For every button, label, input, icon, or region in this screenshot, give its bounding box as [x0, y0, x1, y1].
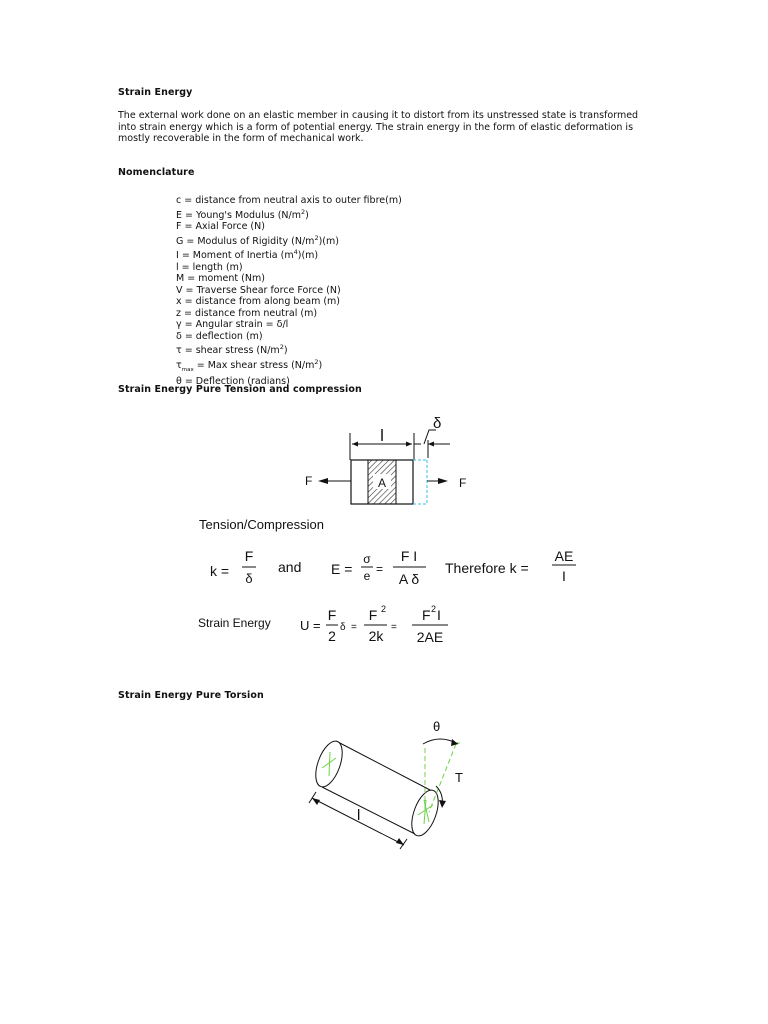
nomenclature-tail: ) [318, 359, 323, 371]
section-title-tension: Strain Energy Pure Tension and compression [118, 384, 362, 395]
energy-delta: δ [340, 622, 346, 633]
length-label: l [380, 426, 384, 445]
energy-F: F [327, 607, 337, 623]
nomenclature-item [176, 319, 402, 331]
nomenclature-text: τ [176, 359, 182, 371]
nomenclature-item [176, 296, 402, 308]
energy-U: U = [300, 618, 321, 633]
force-right-label: F [459, 476, 467, 490]
nomenclature-mid: = Max shear stress (N/m [193, 359, 315, 371]
energy-F2: F [368, 607, 378, 623]
nomenclature-item [176, 262, 402, 274]
area-label: A [377, 476, 387, 490]
eq-numerator-F: F [244, 548, 254, 564]
eq-Adelta: A δ [398, 571, 420, 587]
eq-I: I [562, 568, 566, 584]
tension-diagram [0, 400, 768, 660]
nomenclature-text: δ = deflection (m) [176, 330, 263, 342]
torque-label: T [455, 770, 463, 785]
nomenclature-text: τ = shear stress (N/m [176, 345, 280, 356]
eq-and: and [278, 559, 302, 575]
E-lhs: E = [331, 561, 353, 577]
section-title-strain-energy: Strain Energy [118, 87, 193, 98]
nomenclature-sub: max [181, 366, 194, 373]
nomenclature-text: x = distance from along beam (m) [176, 296, 341, 307]
nomenclature-item [176, 273, 402, 285]
eq-FI: F I [400, 548, 418, 564]
nomenclature-item [176, 331, 402, 343]
nomenclature-text: l = length (m) [176, 261, 243, 273]
eq-denominator-delta: δ [245, 571, 253, 586]
section-title-nomenclature: Nomenclature [118, 167, 195, 178]
nomenclature-item [176, 221, 402, 233]
section-title-torsion: Strain Energy Pure Torsion [118, 690, 264, 701]
nomenclature-text: M = moment (Nm) [176, 273, 265, 284]
nomenclature-text: E = Young's Modulus (N/m [176, 209, 301, 221]
nomenclature-text: z = distance from neutral (m) [176, 307, 318, 319]
nomenclature-text: I = Moment of Inertia (m [176, 250, 294, 261]
theta-label: θ [433, 719, 441, 734]
nomenclature-tail: )(m) [297, 250, 319, 261]
nomenclature-sup: 2 [314, 357, 319, 366]
eq-equals: = [376, 562, 384, 576]
nomenclature-item [176, 342, 402, 357]
nomenclature-text: c = distance from neutral axis to outer fibre(m) [176, 195, 402, 206]
energy-square: 2 [381, 604, 387, 614]
delta-label: δ [433, 415, 442, 432]
nomenclature-item [176, 285, 402, 297]
nomenclature-sup: 2 [279, 343, 284, 351]
nomenclature-item [176, 207, 402, 222]
nomenclature-tail: )(m) [318, 235, 339, 247]
nomenclature-text: γ = Angular strain = δ/l [176, 319, 289, 330]
energy-two: 2 [328, 628, 336, 644]
eq-e: e [363, 569, 371, 583]
k-lhs: k = [210, 563, 230, 579]
energy-label: Strain Energy [198, 616, 271, 630]
nomenclature-tail: ) [283, 345, 288, 356]
nomenclature-tail: ) [305, 209, 309, 221]
eq-sigma: σ [363, 552, 371, 566]
nomenclature-text: F = Axial Force (N) [176, 221, 265, 232]
energy-square-2: 2 [431, 604, 437, 614]
eq-therefore: Therefore k = [445, 560, 529, 576]
nomenclature-list [176, 195, 402, 387]
intro-paragraph: The external work done on an elastic member in causing it to distort from its unstressed state is transformed into strain energy which is a form of potential energy. The strain energy in the form of elastic deformation is mostly recoverable in the form of mechanical work. [118, 110, 639, 145]
tension-caption: Tension/Compression [199, 517, 325, 532]
energy-equals-1: = [351, 622, 357, 633]
nomenclature-item [176, 233, 402, 248]
nomenclature-text: θ = Deflection (radians) [176, 375, 290, 387]
energy-F2I-F: F [422, 607, 431, 623]
nomenclature-text: V = Traverse Shear force Force (N) [176, 284, 341, 296]
nomenclature-item [176, 308, 402, 320]
nomenclature-item [176, 357, 402, 376]
energy-F2I-I: I [437, 607, 441, 623]
eq-AE: AE [554, 548, 574, 564]
nomenclature-item [176, 195, 402, 207]
nomenclature-sup: 2 [300, 207, 306, 216]
nomenclature-sup: 2 [314, 233, 319, 242]
nomenclature-item [176, 247, 402, 262]
force-left-label: F [305, 474, 313, 488]
torsion-diagram [0, 700, 768, 870]
energy-2AE: 2AE [416, 629, 444, 645]
energy-equals-2: = [391, 622, 397, 633]
energy-2k: 2k [368, 628, 384, 644]
torsion-length-label: l [357, 807, 361, 824]
nomenclature-text: G = Modulus of Rigidity (N/m [176, 235, 315, 247]
nomenclature-sup: 4 [293, 248, 298, 256]
